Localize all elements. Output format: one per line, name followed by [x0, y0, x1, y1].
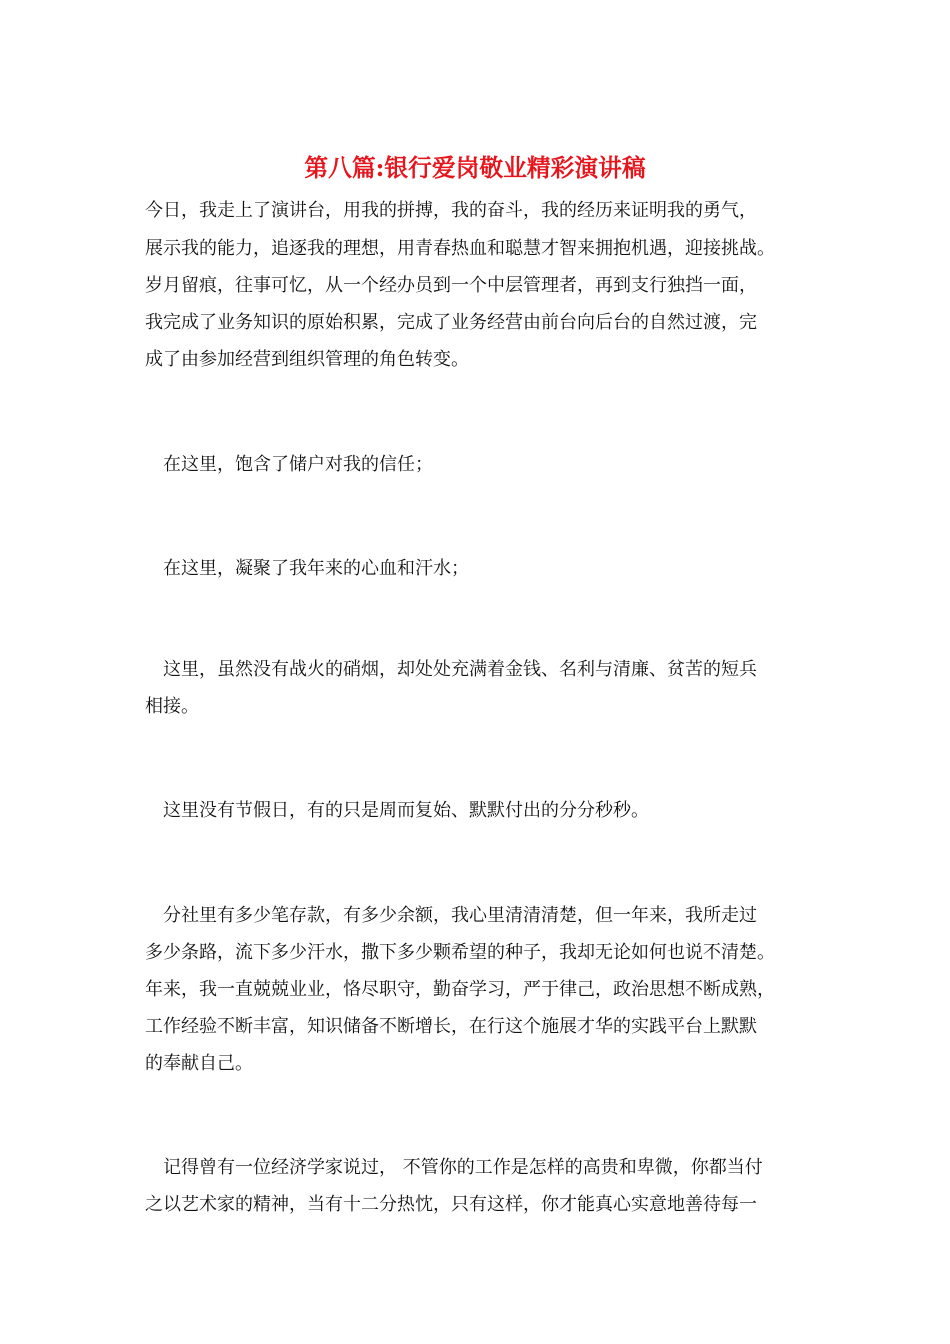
paragraph-line: 在这里，凝聚了我年来的心血和汗水；: [163, 558, 469, 579]
paragraph-line: 的奉献自己。: [145, 1053, 253, 1074]
paragraph-line: 工作经验不断丰富，知识储备不断增长，在行这个施展才华的实践平台上默默: [145, 1016, 757, 1037]
paragraph-line: 我完成了业务知识的原始积累，完成了业务经营由前台向后台的自然过渡，完: [145, 312, 757, 333]
paragraph-line: 今日，我走上了演讲台，用我的拼搏，我的奋斗，我的经历来证明我的勇气，: [145, 200, 757, 221]
paragraph-line: 这里没有节假日，有的只是周而复始、默默付出的分分秒秒。: [163, 800, 649, 821]
paragraph-line: 年来，我一直兢兢业业，恪尽职守，勤奋学习，严于律己，政治思想不断成熟，: [145, 979, 775, 1000]
paragraph-line: 在这里，饱含了储户对我的信任；: [163, 454, 433, 475]
paragraph-line: 分社里有多少笔存款，有多少余额，我心里清清清楚，但一年来，我所走过: [163, 905, 757, 926]
paragraph-line: 成了由参加经营到组织管理的角色转变。: [145, 349, 469, 370]
paragraph-line: 多少条路，流下多少汗水，撒下多少颗希望的种子，我却无论如何也说不清楚。: [145, 942, 775, 963]
paragraph-line: 这里，虽然没有战火的硝烟，却处处充满着金钱、名利与清廉、贫苦的短兵: [163, 659, 757, 680]
paragraph-line: 之以艺术家的精神，当有十二分热忱，只有这样，你才能真心实意地善待每一: [145, 1194, 757, 1215]
paragraph-line: 记得曾有一位经济学家说过， 不管你的工作是怎样的高贵和卑微，你都当付: [163, 1157, 763, 1178]
paragraph-line: 展示我的能力，追逐我的理想，用青春热血和聪慧才智来拥抱机遇，迎接挑战。: [145, 238, 775, 259]
paragraph-line: 相接。: [145, 696, 199, 717]
document-title: 第八篇:银行爱岗敬业精彩演讲稿: [304, 153, 646, 182]
paragraph-line: 岁月留痕，往事可忆，从一个经办员到一个中层管理者，再到支行独挡一面，: [145, 275, 757, 296]
